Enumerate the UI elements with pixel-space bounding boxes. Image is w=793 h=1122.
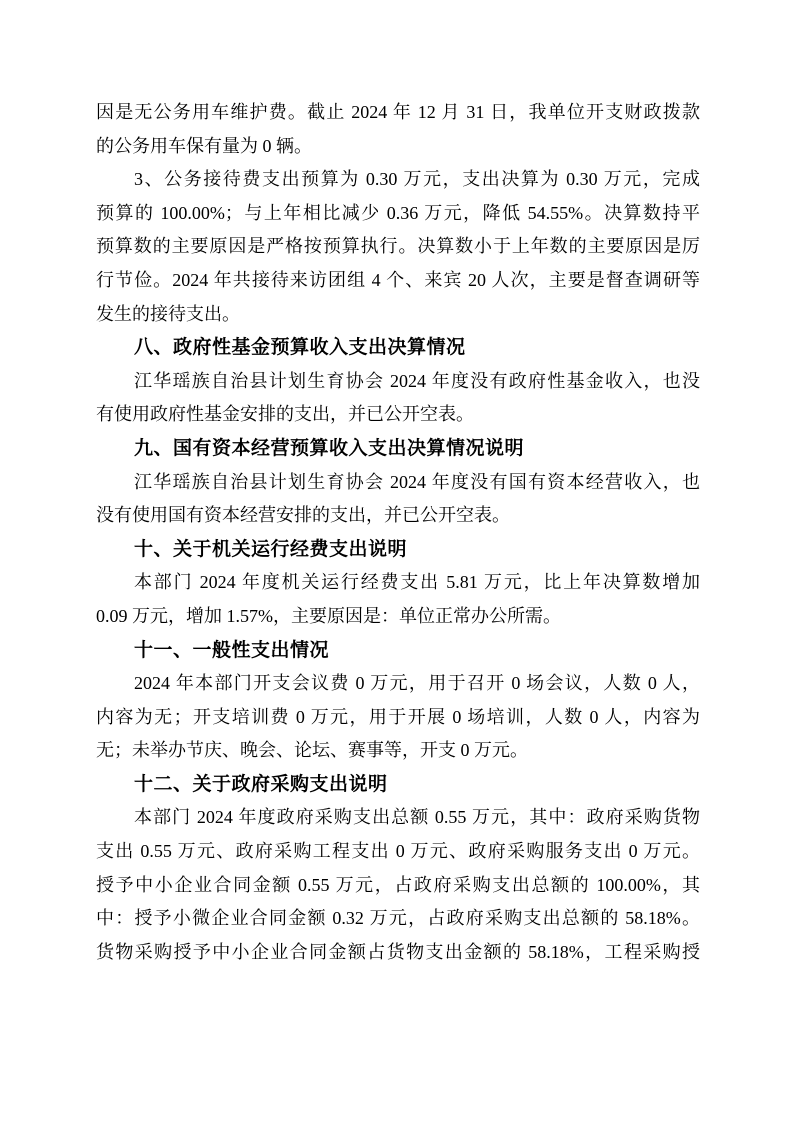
text-line: 有使用政府性基金安排的支出，并已公开空表。 <box>96 404 474 425</box>
text-line: 因是无公务用车维护费。截止 2024 年 12 月 31 日，我单位开支财政拨款 <box>96 102 700 122</box>
text-line: 本部门 2024 年度机关运行经费支出 5.81 万元，比上年决算数增加 <box>134 572 700 593</box>
text-line: 3、公务接待费支出预算为 0.30 万元，支出决算为 0.30 万元，完成 <box>134 169 700 190</box>
text-line: 支出 0.55 万元、政府采购工程支出 0 万元、政府采购服务支出 0 万元。 <box>96 841 700 862</box>
text-line: 江华瑶族自治县计划生育协会 2024 年度没有国有资本经营收入，也 <box>134 471 700 492</box>
text-line: 江华瑶族自治县计划生育协会 2024 年度没有政府性基金收入，也没 <box>134 370 700 391</box>
section-heading: 九、国有资本经营预算收入支出决算情况说明 <box>134 437 525 459</box>
text-line: 没有使用国有资本经营安排的支出，并已公开空表。 <box>96 505 510 526</box>
text-line: 的公务用车保有量为 0 辆。 <box>96 135 312 156</box>
text-line: 内容为无；开支培训费 0 万元，用于开展 0 场培训，人数 0 人，内容为 <box>96 706 700 727</box>
text-line: 预算数的主要原因是严格按预算执行。决算数小于上年数的主要原因是厉 <box>96 236 700 257</box>
text-line: 0.09 万元，增加 1.57%，主要原因是：单位正常办公所需。 <box>96 605 561 626</box>
text-line: 发生的接待支出。 <box>96 303 240 324</box>
section-heading: 十一、一般性支出情况 <box>134 639 330 661</box>
section-heading: 八、政府性基金预算收入支出决算情况 <box>134 337 466 359</box>
section-heading: 十二、关于政府采购支出说明 <box>134 773 388 795</box>
section-heading: 十、关于机关运行经费支出说明 <box>134 538 408 560</box>
text-line: 授予中小企业合同金额 0.55 万元，占政府采购支出总额的 100.00%，其 <box>96 874 700 895</box>
text-line: 无；未举办节庆、晚会、论坛、赛事等，开支 0 万元。 <box>96 740 528 761</box>
document-text <box>96 96 700 969</box>
text-line: 本部门 2024 年度政府采购支出总额 0.55 万元，其中：政府采购货物 <box>134 807 700 828</box>
text-line: 中：授予小微企业合同金额 0.32 万元，占政府采购支出总额的 58.18%。 <box>96 908 700 929</box>
text-line: 2024 年本部门开支会议费 0 万元，用于召开 0 场会议，人数 0 人， <box>134 673 700 694</box>
text-line: 行节俭。2024 年共接待来访团组 4 个、来宾 20 人次，主要是督查调研等 <box>96 269 700 290</box>
text-line: 预算的 100.00%；与上年相比减少 0.36 万元，降低 54.55%。决算数持平 <box>96 202 700 223</box>
text-line: 货物采购授予中小企业合同金额占货物支出金额的 58.18%，工程采购授 <box>96 941 700 962</box>
